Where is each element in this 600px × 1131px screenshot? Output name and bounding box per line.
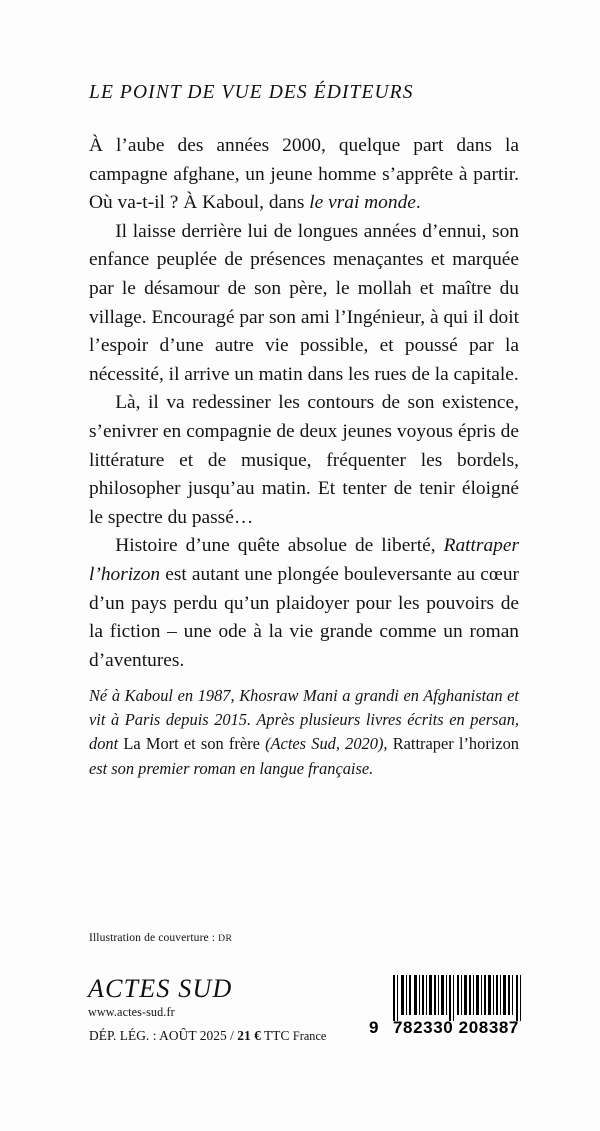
tax-label: TTC [260,1028,293,1043]
blurb-paragraph [89,532,519,675]
price-value: 21 € [237,1028,261,1043]
book-title-italic: Rattraper l’horizon [89,535,519,585]
cover-illustration-credit [89,931,232,944]
isbn-lead-digit: 9 [369,1018,379,1037]
current-book-title: Rattraper l’horizon [392,734,519,754]
publisher-block [88,975,368,1019]
blurb-paragraph [89,132,519,218]
isbn-digits: 782330 208387 [393,1018,519,1037]
legal-deposit-line [89,1028,326,1044]
blurb-text: Histoire d’une quête absolue de liberté, [115,535,444,557]
credit-label: Illustration de couverture : [89,931,219,944]
bio-text: Né à Kaboul en 1987, Khosraw Mani a grandi en Afghanistan et vit à Paris depuis 2015. Après plusieurs livres écrits en persan, dont [89,686,519,754]
blurb-text: Il laisse derrière lui de longues années d’ennui, son enfance peuplée de présences menaçantes et marquée par le désamour de son père, le mollah et maître du village. Encouragé par son ami l’Ingénieur, à qui il doit l’espoir d’une autre vie possible, et poussé par la nécessité, il arrive un matin dans les rues de la capitale. [89,220,519,385]
blurb-text-tail: est autant une plongée bouleversante au cœur d’un pays perdu qu’un plaidoyer pour les pouvoirs de la fiction – une ode à la vie grande comme un roman d’aventures. [89,563,519,671]
blurb-text-tail: . [415,192,421,214]
blurb-paragraph [89,218,519,390]
author-biography [89,684,519,781]
page-title: LE POINT DE VUE DES ÉDITEURS [89,82,414,103]
publisher-blurb [89,132,519,675]
publisher-logo: ACTES SUD [88,974,233,1003]
credit-value: DR [218,933,233,944]
blurb-italic-phrase: le vrai monde [309,192,416,214]
blurb-text: À l’aube des années 2000, quelque part dans la campagne afghane, un jeune homme s’apprête à partir. Où va-t-il ? À Kaboul, dans [89,135,519,214]
isbn-barcode [369,975,531,1051]
barcode-bars [369,975,531,1021]
blurb-paragraph [89,389,519,532]
previous-book-title: La Mort et son frère [123,734,260,754]
country-label: France [292,1029,327,1043]
bio-text-tail: est son premier roman en langue française. [89,758,374,778]
publisher-website[interactable]: www.actes-sud.fr [88,1004,175,1019]
blurb-text: Là, il va redessiner les contours de son existence, s’enivrer en compagnie de deux jeunes voyous épris de littérature et de musique, fréquenter les bordels, philosopher jusqu’au matin. Et tenter de tenir éloigné le spectre du passé… [89,392,519,528]
bio-publisher-note: (Actes Sud, 2020), [259,734,393,754]
legal-deposit-date: DÉP. LÉG. : AOÛT 2025 / [89,1028,238,1043]
bio-paragraph [89,684,519,781]
